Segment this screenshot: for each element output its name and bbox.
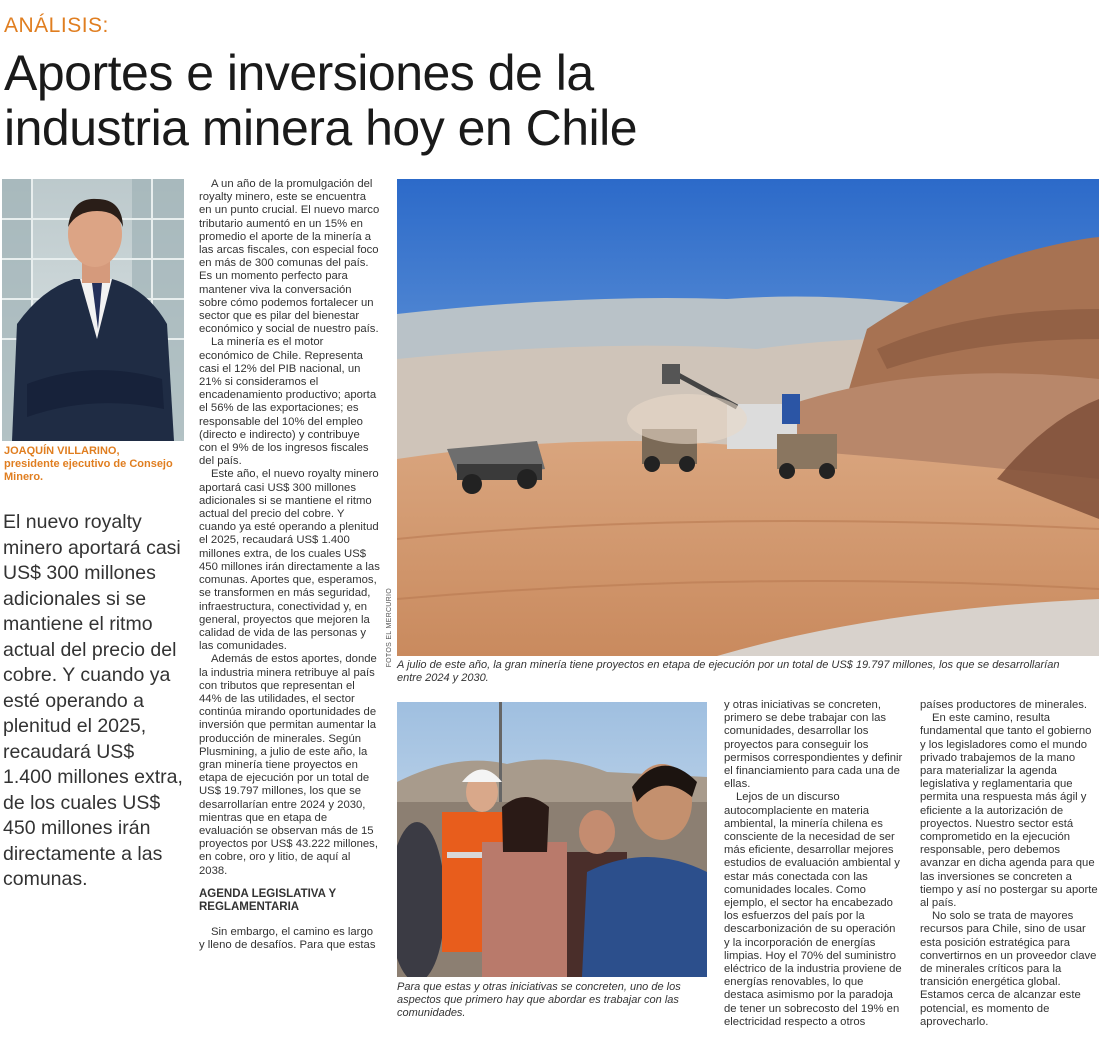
community-photo-caption: Para que estas y otras iniciativas se concreten, uno de los aspectos que primero hay que abordar es trabajar con las comunidades. — [397, 981, 681, 1020]
body-paragraph: países productores de minerales. — [920, 699, 1088, 711]
author-portrait — [2, 179, 184, 441]
body-column-3 — [724, 699, 904, 1029]
body-paragraph: No solo se trata de mayores recursos para Chile, sino de usar esta posición estratégica para convertirnos en un proveedor clave de minerales críticos para la transición energética global. Estamos cerca de alcanzar este potencial, es momento de aprovecharlo. — [920, 910, 1097, 1028]
body-paragraph: En este camino, resulta fundamental que tanto el gobierno y los legisladores como el mundo privado trabajemos de la mano para materializar la agenda legislativa y reglamentaria que permita una respuesta más ágil y eficiente a la autorización de proyectos. Nuestro sector está comprometido en la ejecución responsable, pero debemos avanzar en dicha agenda para que las inversiones se concreten a tiempo y así no postergar su aporte al país. — [920, 712, 1098, 910]
body-paragraph: A un año de la promulgación del royalty minero, este se encuentra en un punto crucial. El nuevo marco tributario aumentó en un 15% en promedio el aporte de la minería a las arcas fiscales, con especial foco en más de 300 comunas del país. Es un momento perfecto para mantener viva la conversación sobre cómo podemos fortalecer un sector que es pilar del bienestar económico y social de nuestro país. — [199, 178, 380, 336]
author-byline — [4, 445, 184, 484]
pull-quote: El nuevo royalty minero aportará casi US$ 300 millones adicionales si se mantiene el ritmo actual del precio del cobre. Y cuando ya esté operando a plenitud el 2025, recaudará US$ 1.400 millones extra, de los cuales US$ 450 millones irán directamente a las comunas. — [3, 511, 183, 890]
body-paragraph: La minería es el motor económico de Chile. Representa casi el 12% del PIB nacional, un 21% si consideramos el encadenamiento productivo; aporta el 56% de las exportaciones; es responsable del 10% del empleo (directo e indirecto) y contribuye con el 9% de los ingresos fiscales del país. — [199, 336, 377, 468]
body-paragraph: y otras iniciativas se concreten, primero se debe trabajar con las comunidades, desarrollar los proyectos para conseguir los permisos correspondientes y definir el financiamiento para cada una de ellas. — [724, 699, 903, 791]
section-kicker: ANÁLISIS: — [4, 14, 109, 37]
body-paragraph: Sin embargo, el camino es largo y lleno de desafíos. Para que estas — [199, 925, 376, 951]
body-paragraph: Este año, el nuevo royalty minero aportará casi US$ 300 millones adicionales si se mantiene el ritmo actual del precio del cobre. Y cuando ya esté operando a plenitud el 2025, recaudará US$ 1.400 millones extra, de los cuales US$ 450 millones irán directamente a las comunas. Aportes que, esperamos, se transformen en más seguridad, infraestructura, conectividad y, en general, proyectos que mejoren la calidad de vida de las personas y las comunidades. — [199, 468, 380, 653]
body-column-4 — [920, 699, 1100, 1029]
community-photo-image — [397, 702, 707, 977]
community-photo — [397, 702, 707, 977]
section-subhead: AGENDA LEGISLATIVA Y REGLAMENTARIA — [199, 887, 336, 913]
author-role: presidente ejecutivo de Consejo Minero. — [4, 458, 173, 483]
mine-photo — [397, 179, 1099, 656]
mine-photo-caption: A julio de este año, la gran minería tiene proyectos en etapa de ejecución por un total de US$ 19.797 millones, los que se desarrollarían entre 2024 y 2030. — [397, 659, 1060, 685]
body-paragraph: Además de estos aportes, donde la industria minera retribuye al país con tributos que representan el 44% de las utilidades, el sector continúa mirando oportunidades de inversión que permitan aumentar la producción de minerales. Según Plusmining, a julio de este año, la gran minería tiene proyectos en etapa de ejecución por un total de US$ 19.797 millones, los que se desarrollarían entre 2024 y 2030, mientras que en etapa de evaluación se observan más de 15 proyectos por US$ 43.222 millones, en cobre, oro y litio, de aquí al 2038. — [199, 653, 378, 877]
mine-photo-image — [397, 179, 1099, 656]
body-paragraph: Lejos de un discurso autocomplaciente en materia ambiental, la minería chilena es consciente de la necesidad de ser más eficiente, desarrollar mejores estudios de evaluación ambiental y estar más conectada con las comunidades locales. Como ejemplo, el sector ha encabezado los esfuerzos del país por la descarbonización de su operación y la incorporación de energías limpias. Hoy el 70% del suministro eléctrico de la industria proviene de energías renovables, lo que destaca asimismo por la paradoja de tener un sobrecosto del 19% en electricidad respecto a otros — [724, 791, 902, 1028]
author-name: JOAQUÍN VILLARINO, — [4, 445, 120, 457]
photo-credit: FOTOS EL MERCURIO — [386, 588, 393, 668]
headline: Aportes e inversiones de la industria minera hoy en Chile — [4, 45, 638, 156]
author-portrait-image — [2, 179, 184, 441]
body-column-1 — [199, 178, 380, 952]
